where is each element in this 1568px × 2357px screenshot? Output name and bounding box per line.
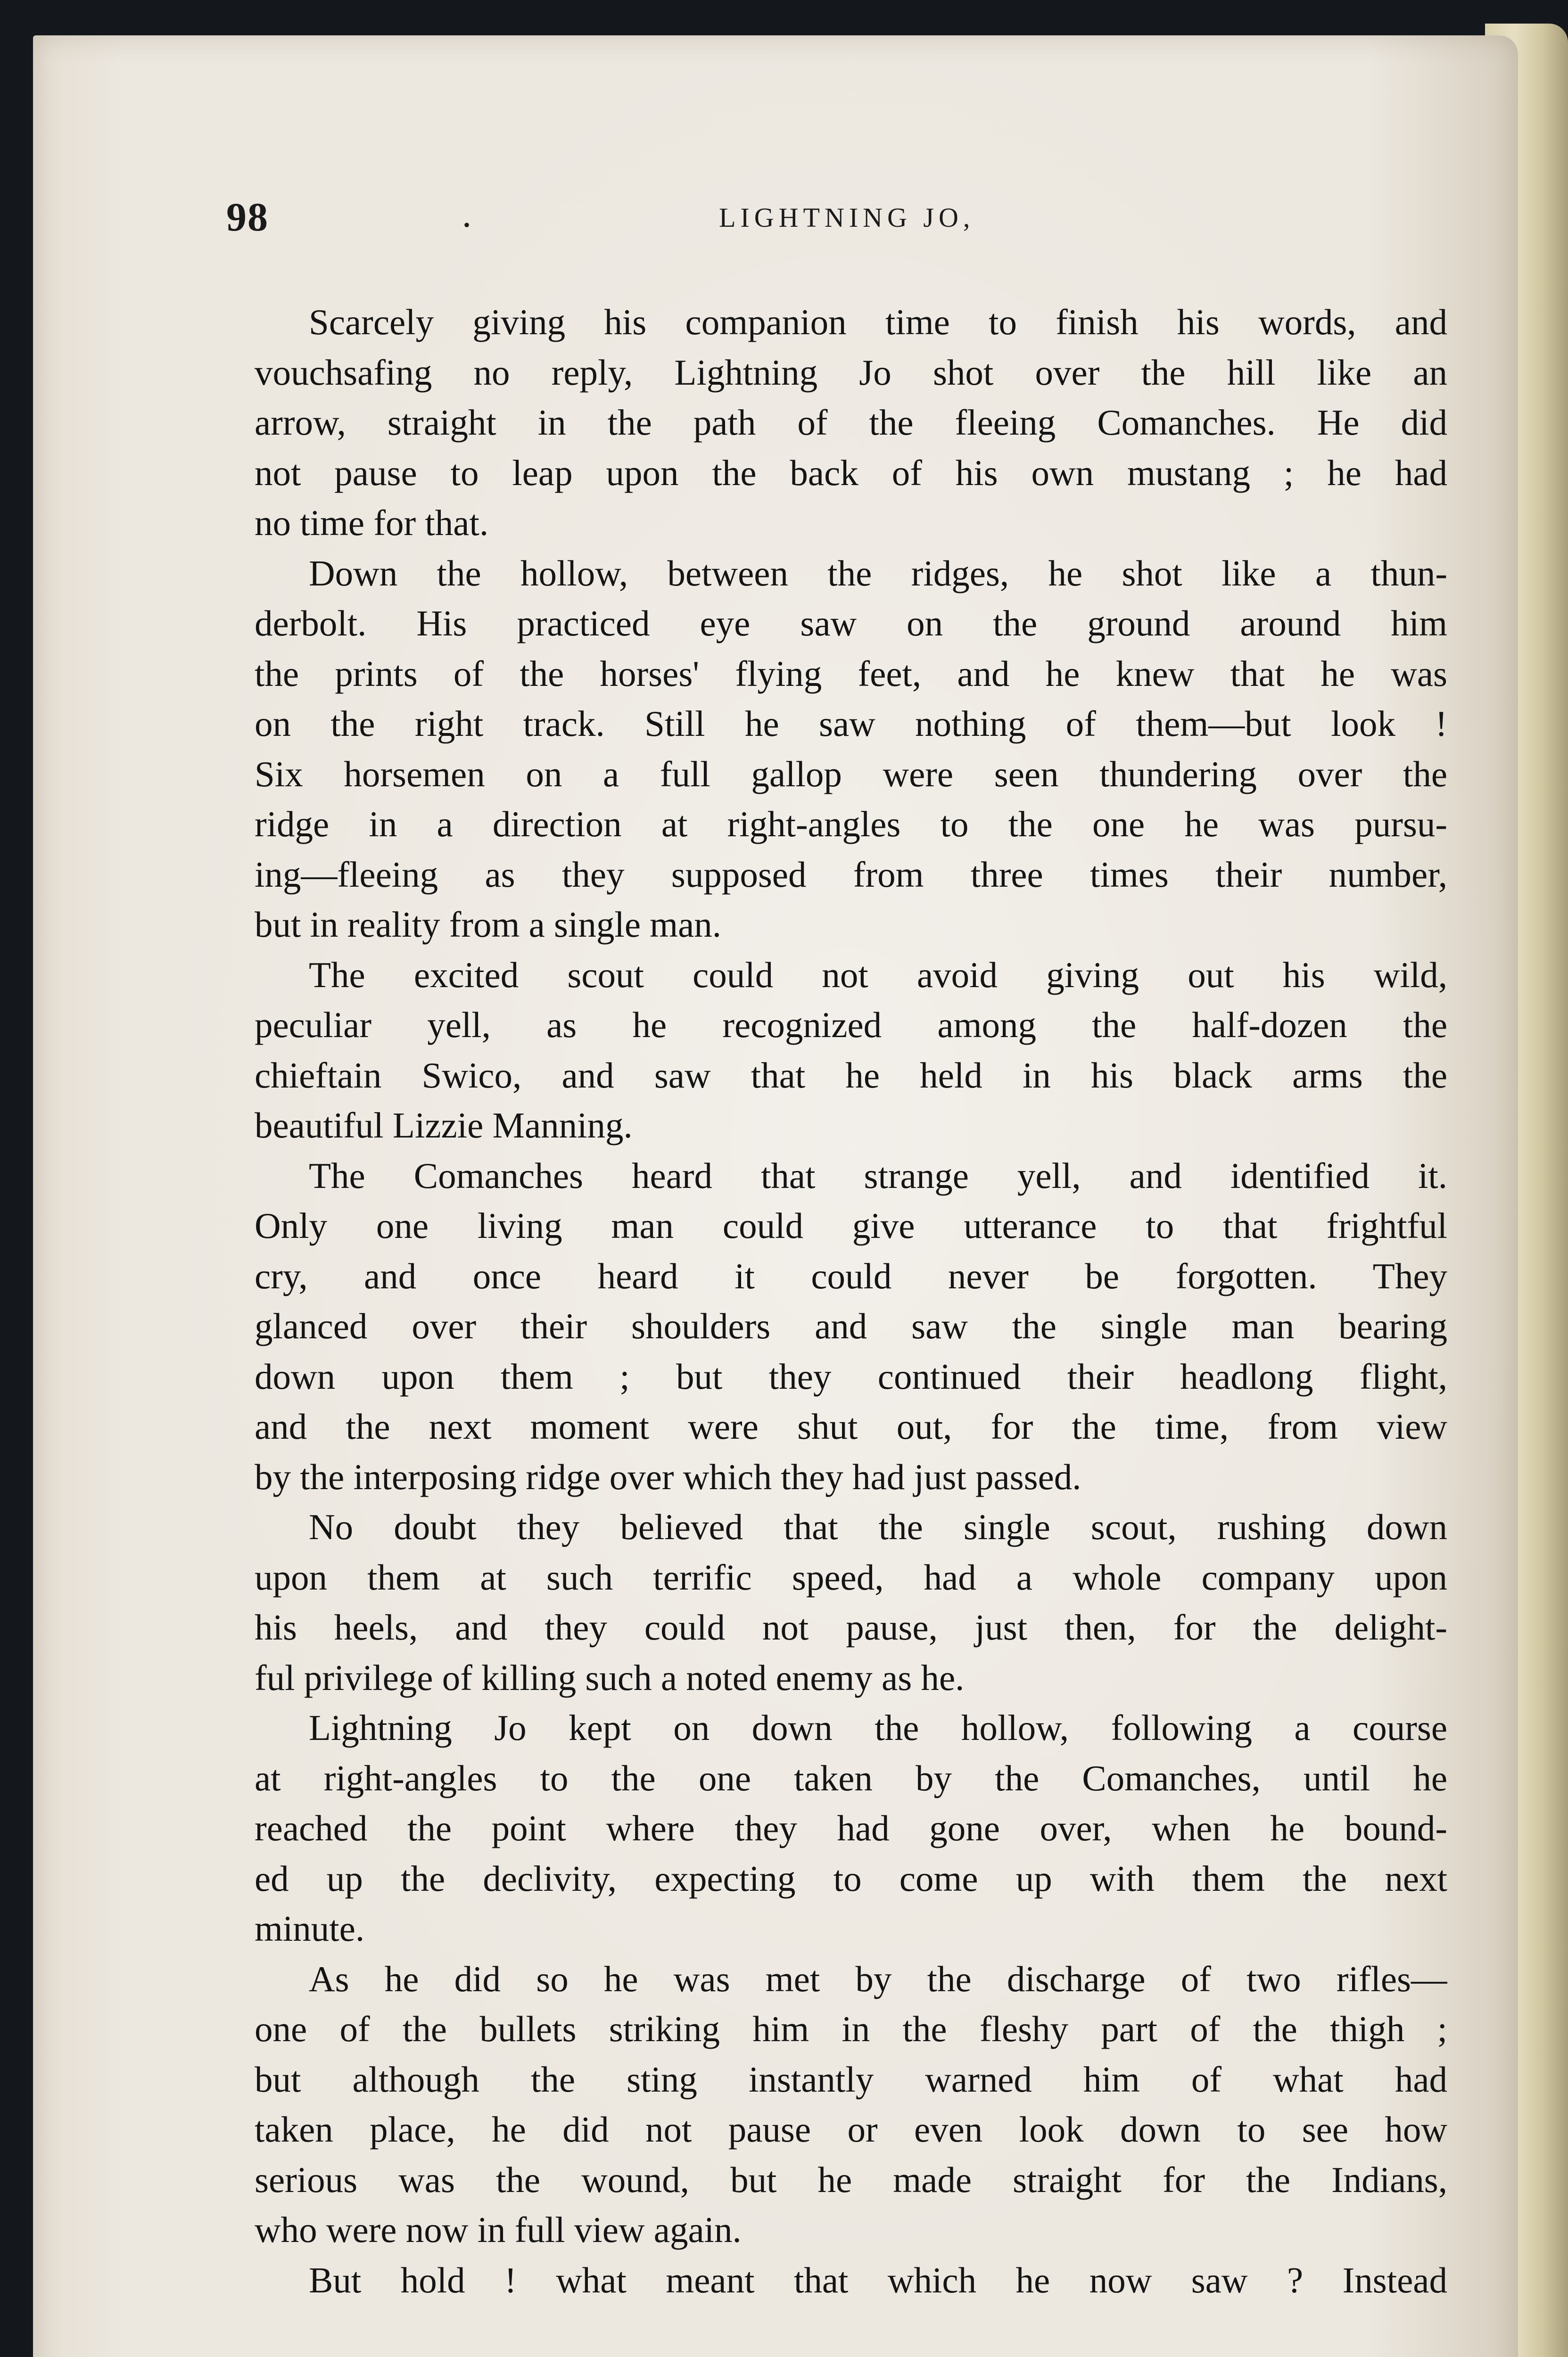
text-line: chieftain Swico, and saw that he held in his black arms the <box>255 1055 1447 1096</box>
text-line: no time for that. <box>255 503 489 543</box>
book-page <box>33 35 1518 2357</box>
text-line: but although the sting instantly warned him of what had <box>255 2059 1447 2100</box>
text-line: Lightning Jo kept on down the hollow, following a course <box>309 1707 1447 1748</box>
header-dot: . <box>462 194 471 235</box>
text-line: ed up the declivity, expecting to come up with them the next <box>255 1858 1447 1899</box>
text-line: minute. <box>255 1908 365 1949</box>
text-line: one of the bullets striking him in the fleshy part of the thigh ; <box>255 2009 1447 2049</box>
text-line: cry, and once heard it could never be forgotten. They <box>255 1255 1447 1296</box>
text-line: ful privilege of killing such a noted enemy as he. <box>255 1657 965 1698</box>
text-line: and the next moment were shut out, for the time, from view <box>255 1406 1447 1447</box>
page-number: 98 <box>226 194 269 239</box>
text-line: No doubt they believed that the single scout, rushing down <box>309 1507 1447 1547</box>
text-line: down upon them ; but they continued their headlong flight, <box>255 1356 1447 1397</box>
text-line: ridge in a direction at right-angles to the one he was pursu- <box>255 804 1447 844</box>
text-line: Six horsemen on a full gallop were seen thundering over the <box>255 753 1447 794</box>
text-line: arrow, straight in the path of the fleeing Comanches. He did <box>255 402 1447 443</box>
text-line: his heels, and they could not pause, just then, for the delight- <box>255 1607 1447 1648</box>
running-title: LIGHTNING JO, <box>719 202 975 233</box>
text-line: The excited scout could not avoid giving out his wild, <box>309 954 1447 995</box>
text-line: serious was the wound, but he made straight for the Indians, <box>255 2159 1447 2200</box>
text-line: As he did so he was met by the discharge of two rifles— <box>309 1958 1447 1999</box>
text-line: who were now in full view again. <box>255 2209 742 2250</box>
text-line: by the interposing ridge over which they had just passed. <box>255 1456 1081 1497</box>
text-line: glanced over their shoulders and saw the single man bearing <box>255 1306 1447 1346</box>
text-line: beautiful Lizzie Manning. <box>255 1105 633 1146</box>
text-line: Only one living man could give utterance to that frightful <box>255 1205 1447 1246</box>
text-line: at right-angles to the one taken by the Comanches, until he <box>255 1757 1447 1798</box>
text-line: the prints of the horses' flying feet, and he knew that he was <box>255 653 1447 694</box>
text-line: on the right track. Still he saw nothing of them—but look ! <box>255 703 1447 744</box>
text-line: The Comanches heard that strange yell, and identified it. <box>309 1155 1447 1196</box>
text-line: derbolt. His practiced eye saw on the ground around him <box>255 603 1447 643</box>
text-line: vouchsafing no reply, Lightning Jo shot over the hill like an <box>255 352 1447 393</box>
body-text <box>255 297 1447 2305</box>
text-line: upon them at such terrific speed, had a whole company upon <box>255 1557 1447 1598</box>
text-line: reached the point where they had gone over, when he bound- <box>255 1808 1447 1848</box>
page-header <box>226 179 1452 255</box>
text-line: but in reality from a single man. <box>255 904 722 945</box>
text-line: taken place, he did not pause or even look down to see how <box>255 2109 1447 2150</box>
text-line: peculiar yell, as he recognized among the half-dozen the <box>255 1005 1447 1045</box>
text-line: Scarcely giving his companion time to finish his words, and <box>309 302 1447 342</box>
text-line: But hold ! what meant that which he now saw ? Instead <box>309 2259 1447 2300</box>
text-line: ing—fleeing as they supposed from three times their number, <box>255 854 1447 895</box>
text-line: not pause to leap upon the back of his own mustang ; he had <box>255 452 1447 493</box>
text-line: Down the hollow, between the ridges, he shot like a thun- <box>309 552 1447 593</box>
